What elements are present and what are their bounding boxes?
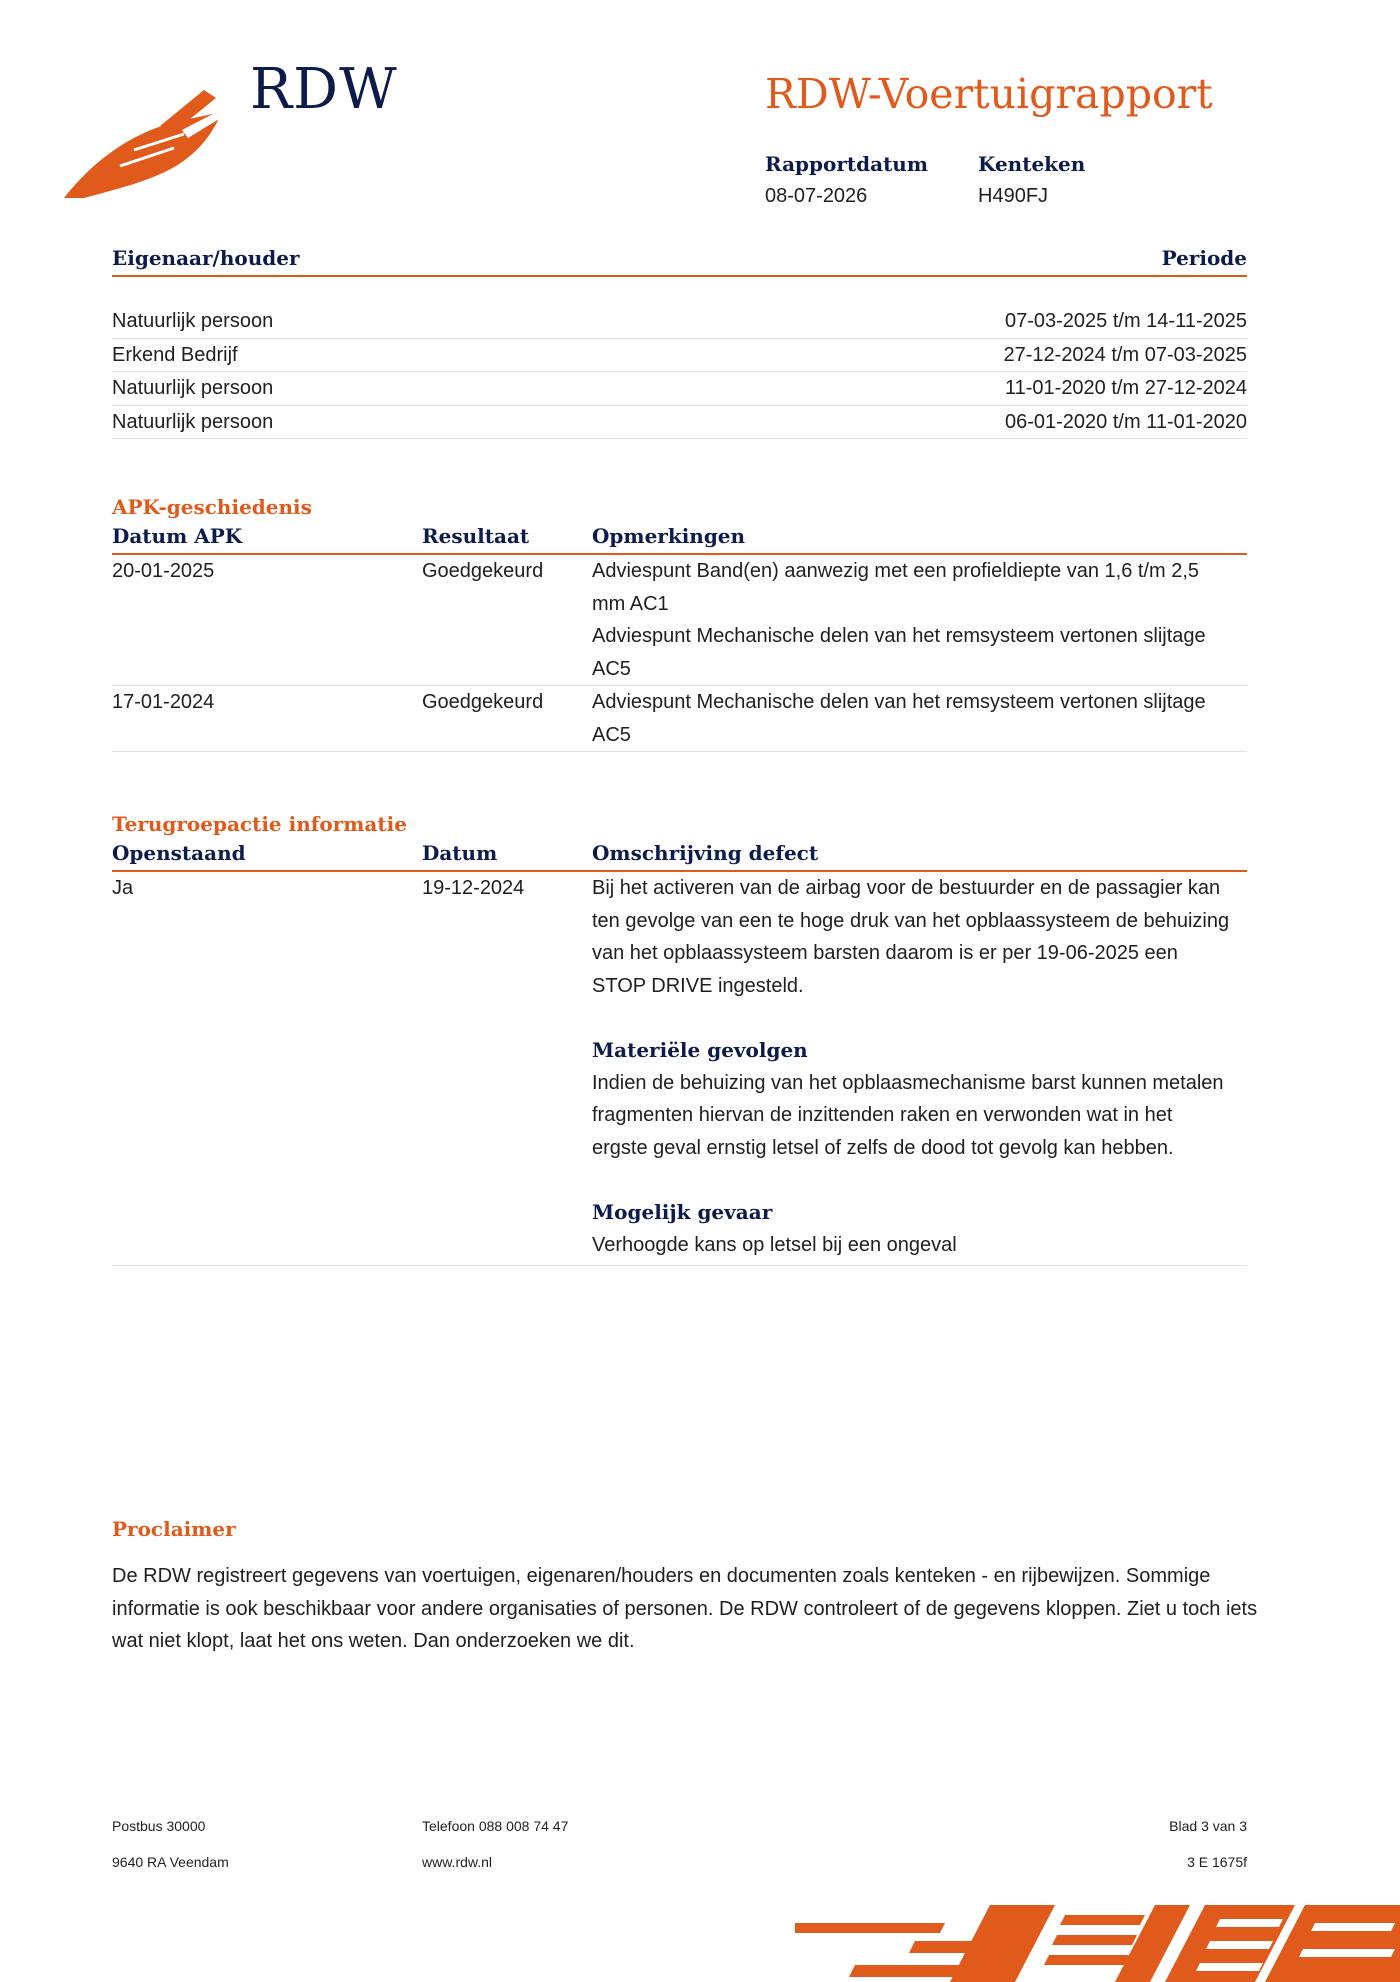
footer-city: 9640 RA Veendam xyxy=(112,1854,229,1870)
report-title: RDW-Voertuigrapport xyxy=(765,70,1213,118)
apk-result: Goedgekeurd xyxy=(422,560,544,582)
plate-value: H490FJ xyxy=(978,185,1049,207)
apk-remarks-column-header: Opmerkingen xyxy=(592,524,746,548)
table-row xyxy=(112,339,1247,373)
report-date-block xyxy=(765,150,928,210)
apk-date: 20-01-2025 xyxy=(112,560,215,582)
footer-page-number: Blad 3 van 3 xyxy=(1169,1818,1247,1834)
table-row xyxy=(112,555,1247,686)
apk-history-section xyxy=(112,493,1247,752)
recall-section xyxy=(112,810,1247,1266)
recall-date: 19-12-2024 xyxy=(422,877,525,899)
apk-remark: Adviespunt Mechanische delen van het remsysteem vertonen slijtage AC5 xyxy=(592,625,1206,680)
recall-open-column-header: Openstaand xyxy=(112,841,246,865)
recall-table-header xyxy=(112,838,1247,872)
owner-type: Erkend Bedrijf xyxy=(112,343,238,366)
danger-label: Mogelijk gevaar xyxy=(592,1200,773,1224)
owner-period: 11-01-2020 t/m 27-12-2024 xyxy=(1004,377,1247,399)
owner-column-header: Eigenaar/houder xyxy=(112,246,300,270)
rdw-logo-text: RDW xyxy=(250,57,398,122)
danger-text: Verhoogde kans op letsel bij een ongeval xyxy=(592,1233,957,1256)
apk-remark: Adviespunt Mechanische delen van het remsysteem vertonen slijtage AC5 xyxy=(592,691,1206,746)
apk-table-header xyxy=(112,521,1247,555)
apk-remark: Adviespunt Band(en) aanwezig met een profieldiepte van 1,6 t/m 2,5 mm AC1 xyxy=(592,560,1200,615)
owners-table xyxy=(112,243,1247,439)
owner-type: Natuurlijk persoon xyxy=(112,310,274,332)
footer-po-box: Postbus 30000 xyxy=(112,1818,206,1834)
footer-phone: Telefoon 088 008 74 47 xyxy=(422,1818,569,1834)
recall-open: Ja xyxy=(112,877,134,899)
apk-remarks xyxy=(592,555,1247,685)
apk-result-column-header: Resultaat xyxy=(422,524,530,548)
apk-result: Goedgekeurd xyxy=(422,691,544,713)
table-row xyxy=(112,305,1247,339)
report-date-value: 08-07-2026 xyxy=(765,185,868,207)
owner-type: Natuurlijk persoon xyxy=(112,410,274,433)
table-row xyxy=(112,686,1247,752)
owners-list xyxy=(112,305,1247,439)
recall-description: Bij het activeren van de airbag voor de bestuurder en de passagier kan ten gevolge van een te hoge druk van het opblaassysteem de behuizing van het opblaassysteem barsten daarom is er per 19-06-2025 een STOP DRIVE ingesteld. xyxy=(592,877,1230,997)
owner-type: Natuurlijk persoon xyxy=(112,377,274,399)
rdw-logo xyxy=(64,57,398,185)
owner-period: 07-03-2025 t/m 14-11-2025 xyxy=(1004,310,1247,332)
table-row xyxy=(112,372,1247,406)
table-row xyxy=(112,406,1247,440)
apk-date: 17-01-2024 xyxy=(112,691,215,713)
footer-document-code: 3 E 1675f xyxy=(1187,1854,1247,1870)
footer-stripes-graphic xyxy=(795,1905,1400,1982)
proclaimer-section xyxy=(112,1515,1258,1658)
table-row xyxy=(112,872,1247,1266)
period-column-header: Periode xyxy=(1161,246,1247,270)
owners-table-header xyxy=(112,243,1247,277)
consequences-label: Materiële gevolgen xyxy=(592,1038,808,1062)
proclaimer-text: De RDW registreert gegevens van voertuigen, eigenaren/houders en documenten zoals kenteken - en rijbewijzen. Sommige informatie is ook beschikbaar voor andere organisaties of personen. De RDW controleert of de gegevens kloppen. Ziet u toch iets wat niet klopt, laat het ons weten. Dan onderzoeken we dit. xyxy=(112,1565,1258,1652)
plate-label: Kenteken xyxy=(978,152,1086,176)
rdw-wing-icon xyxy=(64,90,234,200)
consequences-text: Indien de behuizing van het opblaasmechanisme barst kunnen metalen fragmenten hiervan de inzittenden raken en verwonden wat in het ergste geval ernstig letsel of zelfs de dood tot gevolg kan hebben. xyxy=(592,1071,1224,1159)
report-date-label: Rapportdatum xyxy=(765,152,929,176)
apk-section-title: APK-geschiedenis xyxy=(112,495,312,519)
recall-details xyxy=(592,872,1247,1261)
apk-remarks xyxy=(592,686,1247,751)
footer-website: www.rdw.nl xyxy=(422,1854,493,1870)
recall-description-column-header: Omschrijving defect xyxy=(592,841,819,865)
owner-period: 06-01-2020 t/m 11-01-2020 xyxy=(1004,410,1247,433)
recall-section-title: Terugroepactie informatie xyxy=(112,812,407,836)
plate-block xyxy=(978,150,1085,210)
owner-period: 27-12-2024 t/m 07-03-2025 xyxy=(1003,343,1247,366)
proclaimer-title: Proclaimer xyxy=(112,1517,236,1541)
apk-date-column-header: Datum APK xyxy=(112,524,243,548)
recall-date-column-header: Datum xyxy=(422,841,498,865)
